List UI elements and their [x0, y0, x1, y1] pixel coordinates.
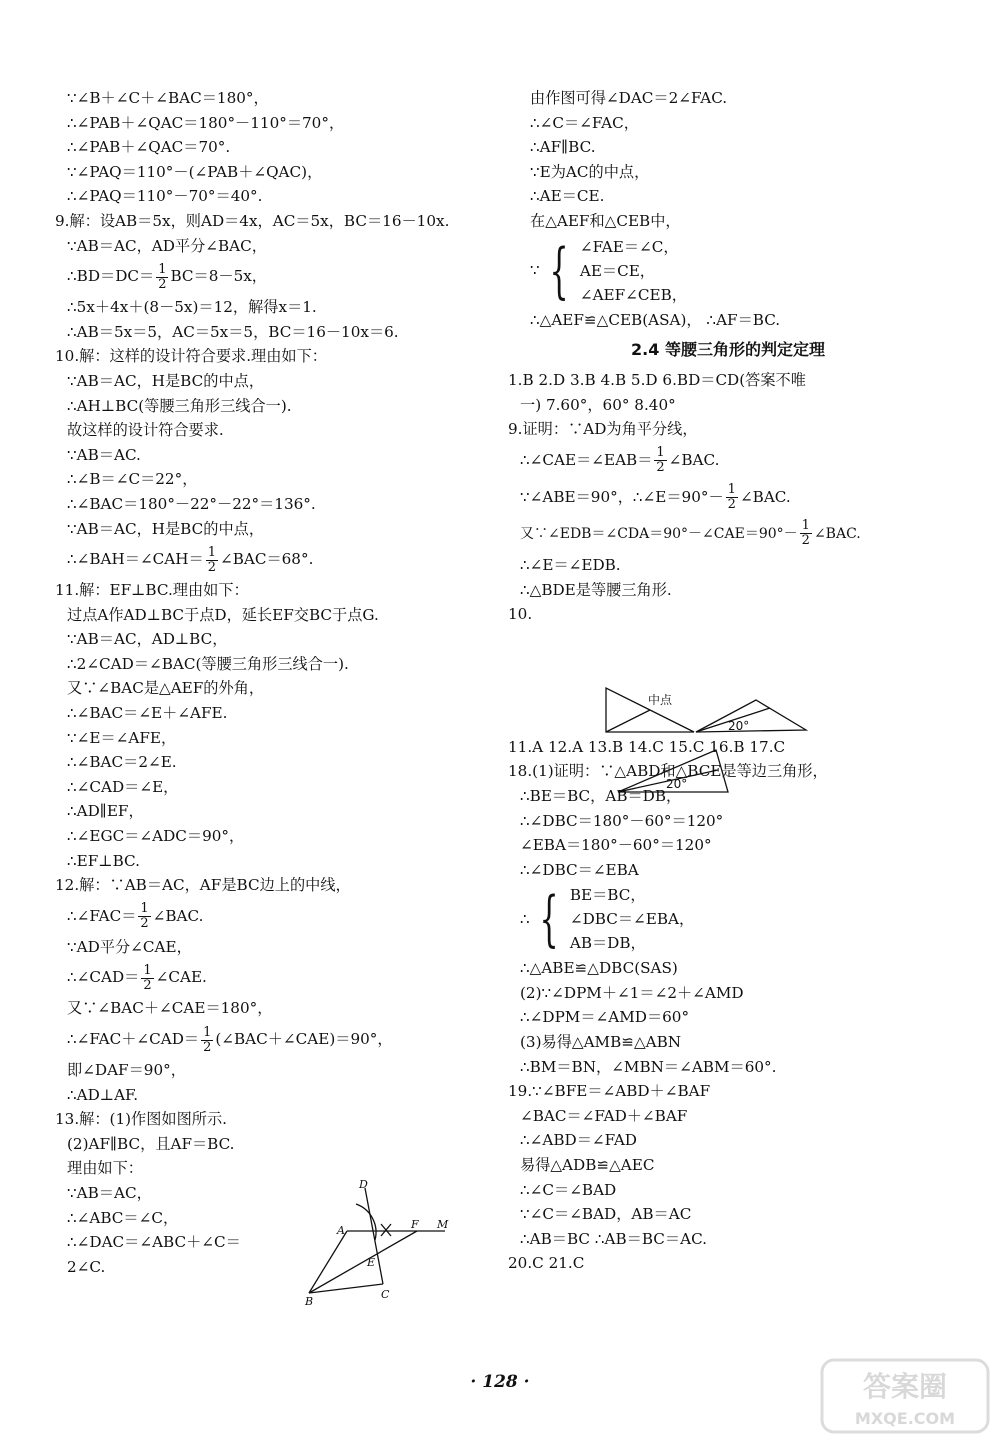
text-segment: ∴∠FAC＋∠CAD＝ — [67, 1030, 200, 1048]
fraction-numerator: 1 — [727, 482, 736, 498]
text-line: ∠EBA＝180°－60°＝120° — [520, 836, 712, 855]
fraction-denominator: 2 — [727, 497, 736, 513]
text-line: ∴∠BAC＝2∠E. — [67, 753, 177, 772]
text-line: ∵∠PAQ＝110°－(∠PAB＋∠QAC)， — [67, 162, 323, 181]
watermark-icon — [820, 1358, 990, 1434]
problem-9-header: 9.解：设AB＝5x，则AD＝4x，AC＝5x，BC＝16－10x. — [55, 211, 450, 230]
text-line: ∵AB＝AC，AD⊥BC， — [67, 630, 228, 649]
label-F: F — [411, 1218, 419, 1231]
text-line: ∵AB＝AC， — [67, 1183, 152, 1202]
fraction-numerator: 1 — [203, 1024, 212, 1040]
text-line: ∵∠E＝∠AFE， — [67, 728, 177, 747]
label-angle: 20° — [666, 777, 688, 791]
problem-10-header: 10. — [508, 605, 533, 624]
system-row: ∠FAE＝∠C， — [579, 237, 679, 256]
label-midpoint: 中点 — [648, 693, 673, 707]
text-line: 即∠DAF＝90°， — [67, 1061, 186, 1079]
text-line: (2)AF∥BC，且AF＝BC. — [67, 1134, 235, 1153]
problem-10-header: 10.解：这样的设计符合要求.理由如下： — [55, 347, 327, 366]
problem-19-header: 19.∵∠BFE＝∠ABD＋∠BAF — [508, 1082, 711, 1101]
label-A: A — [337, 1224, 345, 1237]
text-segment: ∴∠BAH＝∠CAH＝ — [67, 550, 204, 569]
text-line: ∵∠C＝∠BAD，AB＝AC — [520, 1205, 692, 1224]
system-rows — [580, 235, 687, 307]
text-line: ∵AB＝AC. — [67, 445, 141, 464]
text-line: 过点A作AD⊥BC于点D，延长EF交BC于点G. — [67, 605, 379, 624]
brace: { — [549, 235, 569, 306]
problem-10-figure — [598, 682, 813, 798]
page-number: · 128 · — [470, 1372, 530, 1392]
fraction-line — [55, 258, 495, 295]
text-line: 2∠C. — [67, 1257, 106, 1276]
text-line: ∵∠B＋∠C＋∠BAC＝180°， — [67, 89, 269, 107]
text-line: ∴EF⊥BC. — [67, 851, 140, 870]
segment-BA — [309, 1231, 347, 1293]
fraction-line — [55, 959, 495, 996]
text-line: ∴△ABE≌△DBC(SAS) — [520, 959, 678, 978]
label-M: M — [437, 1218, 449, 1231]
text-line: ∴AF∥BC. — [530, 138, 596, 157]
right-column — [508, 86, 948, 1276]
fraction-denominator: 2 — [140, 916, 149, 932]
text-segment: ∴BD＝DC＝ — [67, 267, 155, 286]
problem-13-figure — [295, 1178, 460, 1306]
text-line: ∴AB＝5x＝5，AC＝5x＝5，BC＝16－10x＝6. — [67, 322, 399, 341]
text-segment: ∴∠FAC＝ — [67, 906, 137, 925]
text-line: ∴2∠CAD＝∠BAC(等腰三角形三线合一). — [67, 654, 349, 673]
answers-line: 20.C 21.C — [508, 1254, 585, 1273]
fraction-denominator: 2 — [203, 1039, 212, 1055]
left-column — [55, 86, 495, 1279]
system-row: AE＝CE， — [579, 261, 655, 280]
text-segment: ∴∠CAD＝ — [67, 968, 140, 987]
text-segment: ∠BAC. — [739, 487, 791, 506]
text-line: ∴∠E＝∠EDB. — [520, 555, 621, 574]
text-line: ∵AD平分∠CAE， — [67, 937, 192, 956]
problem-13-header: 13.解：(1)作图如图所示. — [55, 1110, 227, 1129]
system-row: ∠DBC＝∠EBA， — [569, 910, 695, 929]
problem-18-header: 18.(1)证明：∵△ABD和△BCE是等边三角形， — [508, 762, 828, 781]
system-row: ∠AEF∠CEB， — [579, 285, 687, 304]
fraction — [206, 546, 218, 575]
text-line: ∴AD∥EF， — [67, 802, 144, 821]
text-line: 由作图可得∠DAC＝2∠FAC. — [530, 89, 728, 107]
text-line: ∵AB＝AC，H是BC的中点， — [67, 519, 265, 538]
fraction — [800, 519, 812, 548]
equation-system — [508, 882, 948, 956]
problem-11-header: 11.解：EF⊥BC.理由如下： — [55, 581, 249, 600]
fraction — [156, 263, 168, 292]
text-line: ∴∠PAQ＝110°－70°＝40°. — [67, 187, 263, 206]
construction-arc — [356, 1204, 376, 1240]
text-line: ∵AB＝AC，H是BC的中点， — [67, 371, 265, 390]
text-segment: ∠BAC. — [813, 525, 861, 542]
text-line: (2)∵∠DPM＋∠1＝∠2＋∠AMD — [520, 983, 744, 1002]
system-row: BE＝BC， — [569, 886, 646, 905]
text-line: 易得△ADB≌△AEC — [520, 1156, 655, 1175]
segment-BC — [309, 1284, 383, 1293]
text-line: ∴AB＝BC ∴AB＝BC＝AC. — [520, 1229, 707, 1248]
text-line: ∵E为AC的中点， — [530, 162, 650, 181]
problem-12-header: 12.解：∵AB＝AC，AF是BC边上的中线， — [55, 876, 351, 895]
fraction-line — [55, 1021, 495, 1058]
text-segment: ∠BAC＝68°. — [219, 550, 314, 569]
text-line: ∴∠CAD＝∠E， — [67, 777, 179, 796]
text-line: ∴∠DAC＝∠ABC＋∠C＝ — [67, 1233, 241, 1252]
text-segment: BC＝8－5x， — [170, 267, 267, 286]
text-line: ∴∠EGC＝∠ADC＝90°， — [67, 827, 245, 846]
text-line: (3)易得△AMB≌△ABN — [520, 1033, 682, 1052]
fraction — [726, 483, 738, 512]
fraction-numerator: 1 — [140, 901, 149, 917]
text-segment: ∵∠ABE＝90°，∴∠E＝90°－ — [520, 487, 724, 506]
problem-9-header: 9.证明：∵AD为角平分线， — [508, 420, 698, 439]
fraction-denominator: 2 — [158, 276, 167, 292]
text-line: 又∵∠BAC＋∠CAE＝180°， — [67, 999, 273, 1018]
because-symbol: ∵ — [530, 261, 540, 280]
segment-DC — [365, 1188, 383, 1284]
text-line: ∴5x＋4x＋(8－5x)＝12，解得x＝1. — [67, 298, 317, 317]
text-segment: ∠BAC. — [152, 906, 204, 925]
text-line: ∴AD⊥AF. — [67, 1085, 139, 1104]
text-line: ∠BAC＝∠FAD＋∠BAF — [520, 1106, 688, 1125]
text-line: 又∵∠BAC是△AEF的外角， — [67, 679, 265, 698]
text-line: ∵AB＝AC，AD平分∠BAC， — [67, 236, 267, 255]
text-line: ∴∠BAC＝∠E＋∠AFE. — [67, 704, 228, 723]
fraction-numerator: 1 — [143, 962, 152, 978]
fraction-line — [55, 898, 495, 935]
text-line: ∴∠C＝∠FAC， — [530, 113, 639, 132]
text-line: ∴∠PAB＋∠QAC＝70°. — [67, 138, 231, 157]
fraction-denominator: 2 — [656, 460, 665, 476]
text-line: ∴∠DPM＝∠AMD＝60° — [520, 1008, 690, 1027]
median-line — [606, 710, 650, 732]
fraction-denominator: 2 — [801, 533, 810, 549]
text-line: 在△AEF和△CEB中， — [530, 211, 681, 230]
segment-BF — [309, 1231, 417, 1293]
watermark-url: MXQE.COM — [854, 1409, 956, 1428]
answers-line: 1.B 2.D 3.B 4.B 5.D 6.BD＝CD(答案不唯 — [508, 371, 806, 390]
text-segment: ∴∠CAE＝∠EAB＝ — [520, 450, 653, 469]
brace: { — [539, 884, 559, 955]
fraction-line — [508, 479, 948, 516]
text-line: ∴∠PAB＋∠QAC＝180°－110°＝70°， — [67, 113, 345, 132]
label-B: B — [305, 1295, 314, 1306]
label-angle: 20° — [728, 719, 750, 733]
text-line: ∴∠DBC＝180°－60°＝120° — [520, 811, 724, 830]
text-line: ∴AE＝CE. — [530, 187, 605, 206]
fraction-denominator: 2 — [143, 977, 152, 993]
text-segment: 又∵∠EDB＝∠CDA＝90°－∠CAE＝90°－ — [520, 525, 798, 542]
answers-line: 一) 7.60°，60° 8.40° — [520, 395, 676, 414]
text-line: ∴BM＝BN，∠MBN＝∠ABM＝60°. — [520, 1057, 777, 1076]
system-rows — [570, 883, 694, 955]
text-line: ∴BE＝BC，AB＝DB， — [520, 786, 682, 805]
watermark-logo — [820, 1358, 990, 1434]
label-E: E — [367, 1256, 376, 1269]
fraction — [138, 902, 150, 931]
fraction — [201, 1026, 213, 1055]
system-row: AB＝DB， — [569, 934, 646, 953]
text-segment: ∠CAE. — [155, 968, 207, 987]
page-number-value: 128 — [482, 1372, 518, 1392]
fraction-line — [508, 442, 948, 479]
fraction-numerator: 1 — [801, 518, 810, 534]
fraction-line — [508, 516, 948, 553]
fraction-numerator: 1 — [656, 445, 665, 461]
fraction-numerator: 1 — [158, 261, 167, 277]
text-line: ∴∠BAC＝180°－22°－22°＝136°. — [67, 494, 316, 513]
text-line: ∴△AEF≌△CEB(ASA)， ∴AF＝BC. — [530, 310, 781, 329]
text-line: 理由如下： — [67, 1159, 143, 1178]
text-line: ∴∠C＝∠BAD — [520, 1180, 617, 1199]
text-line: ∴∠ABC＝∠C， — [67, 1208, 179, 1227]
fraction-line — [55, 541, 495, 578]
label-C: C — [381, 1288, 390, 1301]
answers-line: 11.A 12.A 13.B 14.C 15.C 16.B 17.C — [508, 737, 786, 756]
text-line: ∴AH⊥BC(等腰三角形三线合一). — [67, 396, 292, 415]
text-line: ∴∠DBC＝∠EBA — [520, 860, 639, 879]
fraction-denominator: 2 — [207, 559, 216, 575]
text-segment: (∠BAC＋∠CAE)＝90°， — [215, 1030, 393, 1048]
text-segment: ∠BAC. — [668, 450, 720, 469]
text-line: ∴∠ABD＝∠FAD — [520, 1131, 637, 1150]
text-line: ∴∠B＝∠C＝22°， — [67, 470, 198, 489]
section-title: 2.4 等腰三角形的判定定理 — [631, 340, 825, 360]
fraction-numerator: 1 — [207, 544, 216, 560]
watermark-text: 答案圈 — [862, 1370, 948, 1403]
text-line: 故这样的设计符合要求. — [67, 421, 224, 440]
text-line: ∴△BDE是等腰三角形. — [520, 580, 672, 599]
fraction — [654, 446, 666, 475]
fraction — [141, 964, 153, 993]
label-D: D — [359, 1178, 368, 1191]
equation-system — [508, 234, 948, 308]
therefore-symbol: ∴ — [520, 909, 530, 928]
